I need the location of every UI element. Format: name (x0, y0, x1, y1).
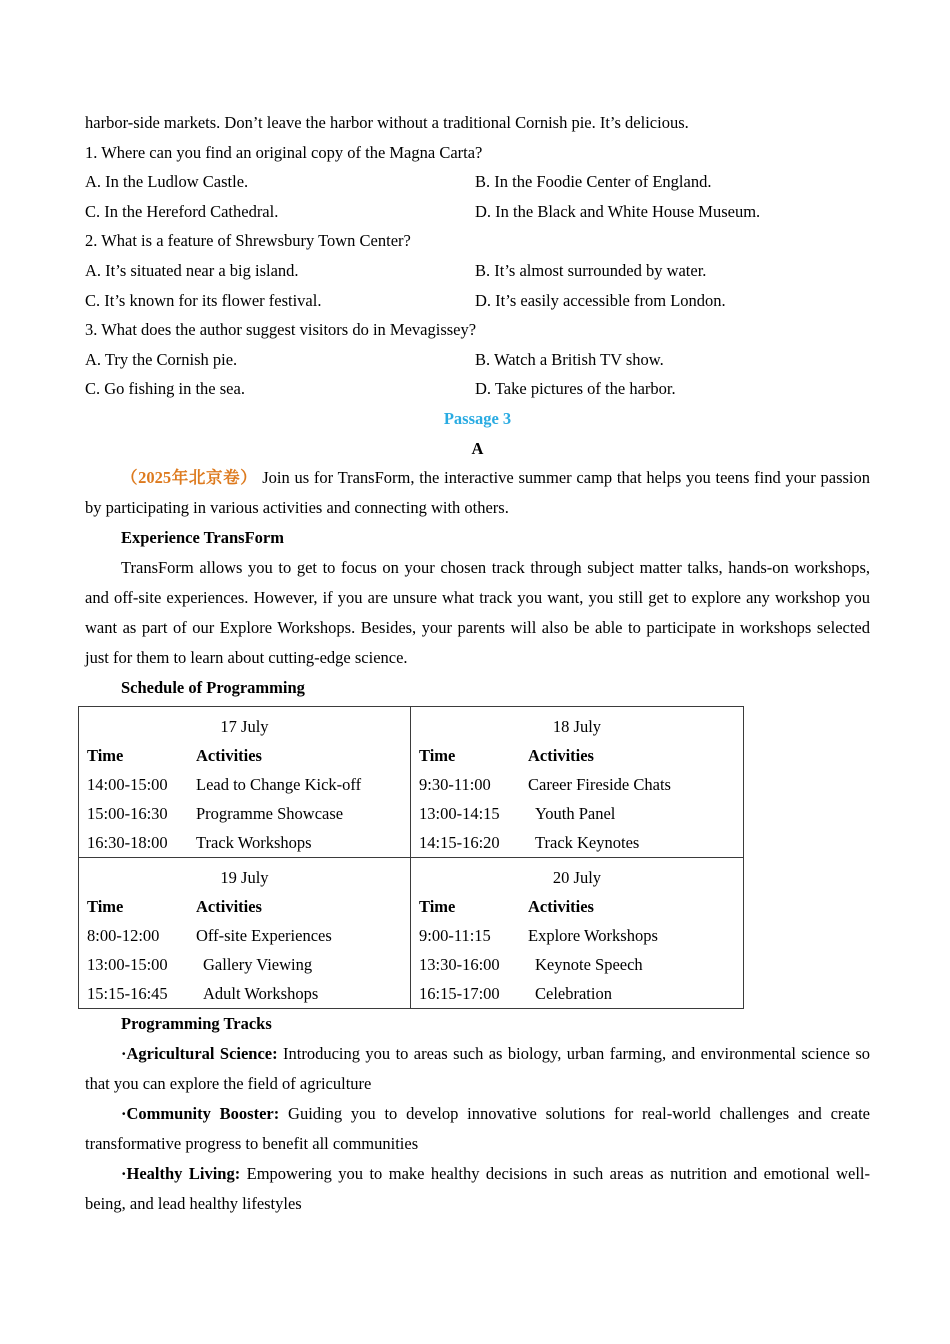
question-3-stem: 3. What does the author suggest visitors do in Mevagissey? (85, 320, 477, 340)
day-2-row-2-activity: Youth Panel (535, 804, 616, 824)
track-2-name: Community Booster: (126, 1104, 280, 1124)
question-2-stem: 2. What is a feature of Shrewsbury Town Center? (85, 231, 411, 251)
intro-line: harbor-side markets. Don’t leave the harbor without a traditional Cornish pie. It’s delicious. (85, 113, 689, 132)
question-1-option-b[interactable]: B. In the Foodie Center of England. (475, 172, 712, 192)
track-item-community-booster (85, 1099, 870, 1159)
day-1-rows (79, 741, 410, 857)
question-2-options-row-1 (85, 256, 870, 286)
question-2-option-a[interactable]: A. It’s situated near a big island. (85, 260, 299, 280)
question-3-option-d[interactable]: D. Take pictures of the harbor. (475, 379, 676, 399)
day-3-row-3-activity: Adult Workshops (203, 984, 319, 1004)
day-4-row-1 (411, 921, 743, 950)
day-3-row-2-time: 13:00-15:00 (87, 955, 168, 975)
passage-lead-text: Join us for TransForm, the interactive summer camp that helps you teens find your passion by participating in various activities and connecting with others. (85, 468, 870, 518)
day-3-row-2-activity: Gallery Viewing (203, 955, 313, 975)
table-row (79, 858, 744, 1009)
track-3-name: Healthy Living: (126, 1164, 241, 1184)
day-2-row-1 (411, 770, 743, 799)
day-1-row-3 (79, 828, 410, 857)
question-2-options-row-2 (85, 286, 870, 316)
question-1-option-c[interactable]: C. In the Hereford Cathedral. (85, 201, 279, 221)
day-1-row-1-activity: Lead to Change Kick-off (196, 775, 362, 795)
experience-transform-body: TransForm allows you to get to focus on your chosen track through subject matter talks, hands-on workshops, and off-site experiences. However, if you are unsure what track you want, you still get to explore any workshop you want as part of our Explore Workshops. Besides, your parents will also be able to participate in workshops selected just for them to learn about cutting-edge science. (85, 558, 870, 668)
day-4-header-row (411, 892, 743, 921)
question-3-options-row-2 (85, 374, 870, 404)
day-2-rows (411, 741, 743, 857)
day-3-time-header: Time (87, 897, 124, 917)
passage-heading: Passage 3 (443, 408, 512, 428)
day-2-row-3-activity: Track Keynotes (535, 833, 640, 853)
day-1-date: 17 July (220, 717, 269, 737)
question-3-option-a[interactable]: A. Try the Cornish pie. (85, 349, 238, 369)
programming-tracks-heading: Programming Tracks (121, 1014, 272, 1034)
track-1-description: Introducing you to areas such as biology, urban farming, and environmental science so that you can explore the field of agriculture (85, 1044, 871, 1094)
track-2-bullet: · (121, 1104, 127, 1124)
day-3-row-1-activity: Off-site Experiences (196, 926, 332, 946)
day-3-row-3-time: 15:15-16:45 (87, 984, 168, 1004)
day-4-row-3 (411, 979, 743, 1008)
day-4-row-1-time: 9:00-11:15 (419, 926, 491, 946)
day-1-row-3-time: 16:30-18:00 (87, 833, 168, 853)
track-item-agricultural-science (85, 1039, 870, 1099)
question-3-options-row-1 (85, 345, 870, 375)
schedule-table (78, 706, 744, 1009)
day-4-row-1-activity: Explore Workshops (528, 926, 658, 946)
day-2-row-2 (411, 799, 743, 828)
day-2-row-3-time: 14:15-16:20 (419, 833, 500, 853)
passage-lead-paragraph (85, 463, 870, 523)
question-2-option-c[interactable]: C. It’s known for its flower festival. (85, 290, 322, 310)
question-1-stem: 1. Where can you find an original copy of the Magna Carta? (85, 142, 483, 162)
day-4-row-3-activity: Celebration (535, 984, 612, 1004)
track-item-healthy-living (85, 1159, 870, 1219)
day-3-row-1 (79, 921, 410, 950)
day-4-row-3-time: 16:15-17:00 (419, 984, 500, 1004)
day-2-row-3 (411, 828, 743, 857)
source-tag: （2025年北京卷） (121, 468, 258, 488)
day-3-rows (79, 892, 410, 1008)
day-3-header-row (79, 892, 410, 921)
day-4-time-header: Time (419, 897, 456, 917)
day-4-activities-header: Activities (528, 897, 594, 917)
day-3-row-2 (79, 950, 410, 979)
track-2-description: Guiding you to develop innovative solutions for real-world challenges and create transformative progress to benefit all communities (85, 1104, 870, 1154)
day-1-time-header: Time (87, 746, 124, 766)
schedule-cell-day-1 (79, 707, 411, 858)
question-1-option-d[interactable]: D. In the Black and White House Museum. (475, 201, 761, 221)
track-3-bullet: · (121, 1164, 127, 1184)
day-3-row-1-time: 8:00-12:00 (87, 926, 160, 946)
day-2-activities-header: Activities (528, 746, 594, 766)
question-1-option-a[interactable]: A. In the Ludlow Castle. (85, 172, 249, 192)
day-2-row-2-time: 13:00-14:15 (419, 804, 500, 824)
day-4-rows (411, 892, 743, 1008)
track-1-name: Agricultural Science: (126, 1044, 278, 1064)
day-2-row-1-activity: Career Fireside Chats (528, 775, 671, 795)
question-2-option-d[interactable]: D. It’s easily accessible from London. (475, 290, 726, 310)
table-row (79, 707, 744, 858)
schedule-table-wrapper (78, 706, 741, 1009)
experience-transform-heading: Experience TransForm (121, 528, 284, 548)
day-2-header-row (411, 741, 743, 770)
question-3-option-c[interactable]: C. Go fishing in the sea. (85, 379, 245, 399)
day-4-row-2-time: 13:30-16:00 (419, 955, 500, 975)
question-1-options-row-2 (85, 197, 870, 227)
day-3-date: 19 July (220, 868, 269, 888)
day-2-time-header: Time (419, 746, 456, 766)
day-1-header-row (79, 741, 410, 770)
schedule-cell-day-3 (79, 858, 411, 1009)
page-content (85, 108, 870, 1219)
day-4-date: 20 July (552, 868, 602, 888)
day-1-row-2-time: 15:00-16:30 (87, 804, 168, 824)
day-2-date: 18 July (552, 717, 602, 737)
track-1-bullet: · (121, 1044, 127, 1064)
day-1-row-1 (79, 770, 410, 799)
section-letter: A (471, 438, 484, 458)
day-1-row-2-activity: Programme Showcase (196, 804, 344, 824)
question-3-option-b[interactable]: B. Watch a British TV show. (475, 349, 664, 369)
question-2-option-b[interactable]: B. It’s almost surrounded by water. (475, 260, 707, 280)
track-3-description: Empowering you to make healthy decisions in such areas as nutrition and emotional well-being, and lead healthy lifestyles (85, 1164, 870, 1214)
day-1-row-3-activity: Track Workshops (196, 833, 312, 853)
day-1-row-1-time: 14:00-15:00 (87, 775, 168, 795)
schedule-cell-day-4 (411, 858, 744, 1009)
schedule-heading: Schedule of Programming (121, 678, 305, 698)
day-3-row-3 (79, 979, 410, 1008)
day-1-row-2 (79, 799, 410, 828)
day-3-activities-header: Activities (196, 897, 262, 917)
day-4-row-2 (411, 950, 743, 979)
day-2-row-1-time: 9:30-11:00 (419, 775, 491, 795)
day-1-activities-header: Activities (196, 746, 262, 766)
question-1-options-row-1 (85, 167, 870, 197)
day-4-row-2-activity: Keynote Speech (535, 955, 643, 975)
schedule-cell-day-2 (411, 707, 744, 858)
